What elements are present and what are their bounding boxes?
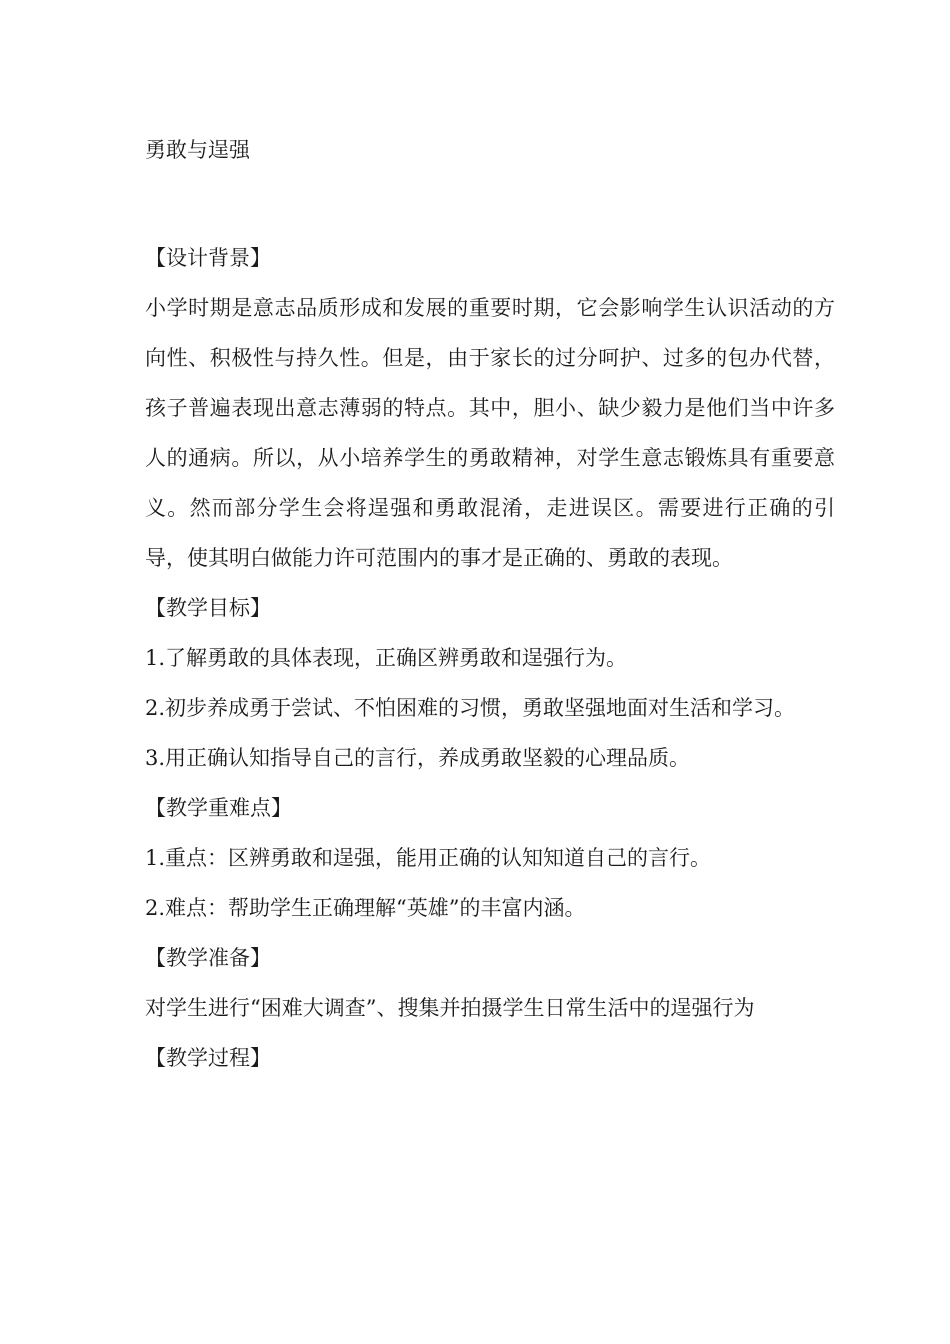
section-heading-background: 【设计背景】	[145, 246, 271, 270]
key-point-item: 1.重点：区辨勇敢和逞强，能用正确的认知知道自己的言行。	[145, 846, 712, 870]
section-heading-key-points: 【教学重难点】	[145, 796, 292, 820]
goal-item: 1.了解勇敢的具体表现，正确区辨勇敢和逞强行为。	[145, 646, 628, 670]
background-paragraph: 小学时期是意志品质形成和发展的重要时期，它会影响学生认识活动的方向性、积极性与持久性。但是，由于家长的过分呵护、过多的包办代替，孩子普遍表现出意志薄弱的特点。其中，胆小、缺少毅力是他们当中许多人的通病。所以，从小培养学生的勇敢精神，对学生意志锻炼具有重要意义。然而部分学生会将逞强和勇敢混淆，走进误区。需要进行正确的引导，使其明白做能力许可范围内的事才是正确的、勇敢的表现。	[145, 296, 835, 570]
preparation-paragraph: 对学生进行“困难大调查”、搜集并拍摄学生日常生活中的逞强行为	[145, 996, 755, 1020]
section-heading-process: 【教学过程】	[145, 1046, 271, 1070]
section-heading-goals: 【教学目标】	[145, 596, 271, 620]
section-heading-preparation: 【教学准备】	[145, 946, 271, 970]
goal-item: 3.用正确认知指导自己的言行，养成勇敢坚毅的心理品质。	[145, 746, 691, 770]
goal-item: 2.初步养成勇于尝试、不怕困难的习惯，勇敢坚强地面对生活和学习。	[145, 696, 796, 720]
key-point-item: 2.难点：帮助学生正确理解“英雄”的丰富内涵。	[145, 896, 586, 920]
document-body	[145, 233, 835, 1083]
document-title: 勇敢与逞强	[145, 138, 250, 162]
